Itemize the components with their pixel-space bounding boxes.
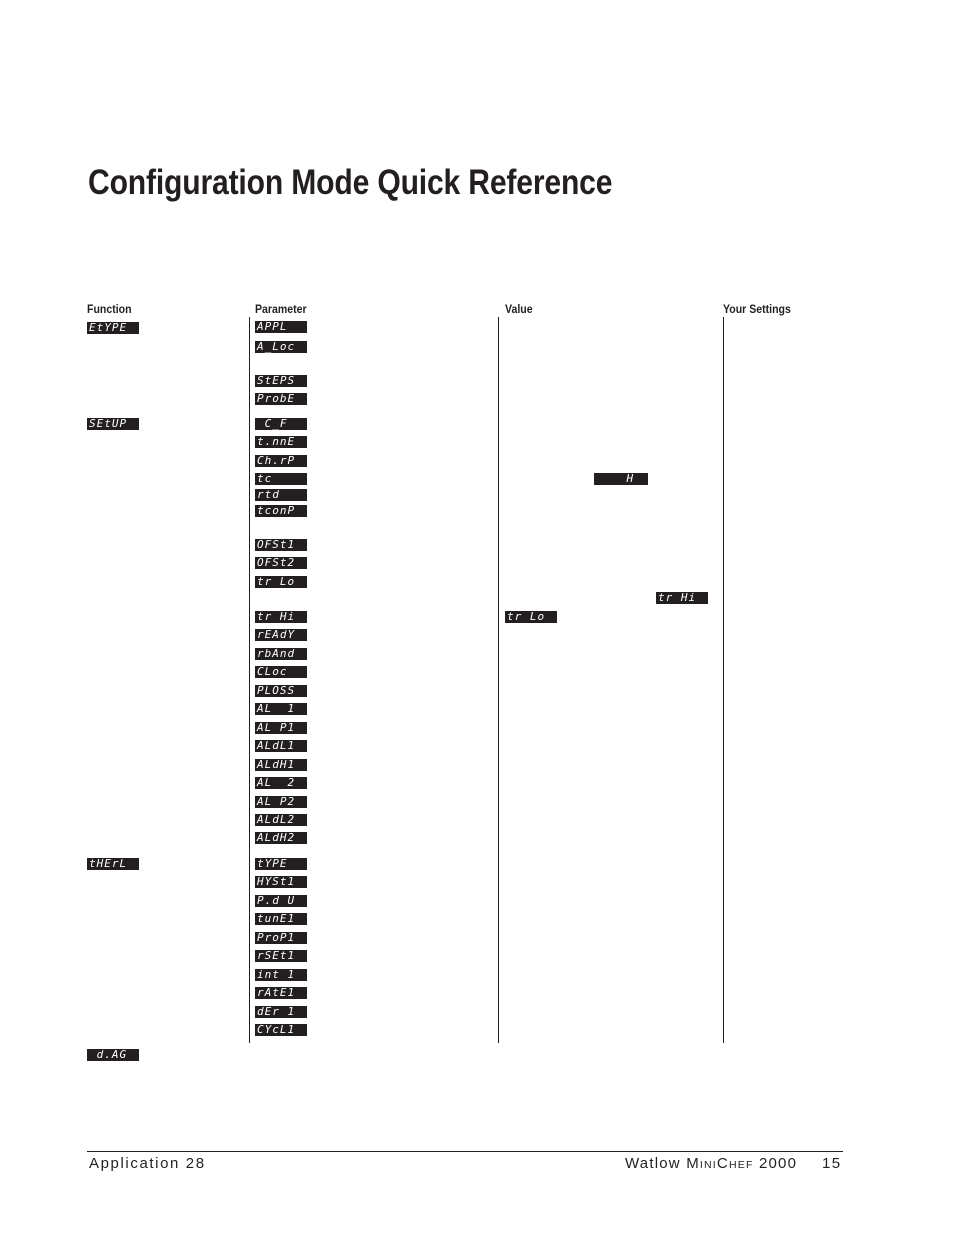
parameter-lcd-rate1: rAtE1: [255, 987, 307, 999]
parameter-lcd-ofst2: OFSt2: [255, 557, 307, 569]
parameter-lcd-al2: AL 2: [255, 777, 307, 789]
parameter-lcd-cloc: CLoc: [255, 666, 307, 678]
parameter-lcd-tc: tc: [255, 473, 307, 485]
footer-product: Watlow MINICHEF 2000: [625, 1155, 798, 1172]
parameter-lcd-pid-u: P.d U: [255, 895, 307, 907]
parameter-lcd-int1: int 1: [255, 969, 307, 981]
parameter-lcd-al1: AL 1: [255, 703, 307, 715]
parameter-lcd-probe: ProbE: [255, 393, 307, 405]
parameter-lcd-alp1: AL P1: [255, 722, 307, 734]
parameter-lcd-ofst1: OFSt1: [255, 539, 307, 551]
parameter-lcd-aldh2: ALdH2: [255, 832, 307, 844]
parameter-column-header: Parameter: [255, 302, 307, 316]
function-lcd-therl: tHErL: [87, 858, 139, 870]
parameter-lcd-rband: rbAnd: [255, 648, 307, 660]
parameter-lcd-type: tYPE: [255, 858, 307, 870]
value-lcd-tc-h: H: [594, 473, 648, 485]
parameter-lcd-ploss: PLOSS: [255, 685, 307, 697]
parameter-lcd-rset1: rSEt1: [255, 950, 307, 962]
parameter-lcd-aldl1: ALdL1: [255, 740, 307, 752]
footer-rule: [87, 1151, 843, 1152]
parameter-lcd-time: t.nnE: [255, 436, 307, 448]
parameter-lcd-aldh1: ALdH1: [255, 759, 307, 771]
value-lcd-tr-lo: tr Lo: [505, 611, 557, 623]
function-lcd-diag: d.AG: [87, 1049, 139, 1061]
parameter-lcd-prop1: ProP1: [255, 932, 307, 944]
value-column-rule: [498, 317, 499, 1043]
parameter-lcd-ready: rEAdY: [255, 629, 307, 641]
settings-column-header: Your Settings: [723, 302, 791, 316]
parameter-lcd-tune1: tunE1: [255, 913, 307, 925]
function-column-header: Function: [87, 302, 132, 316]
parameter-lcd-hyst1: HYSt1: [255, 876, 307, 888]
parameter-lcd-alp2: AL P2: [255, 796, 307, 808]
parameter-lcd-rtd: rtd: [255, 489, 307, 501]
function-lcd-setup: SEtUP: [87, 418, 139, 430]
parameter-lcd-chirp: Ch.rP: [255, 455, 307, 467]
parameter-lcd-appl: APPL: [255, 321, 307, 333]
parameter-column-rule: [249, 317, 250, 1043]
page-number: 15: [822, 1155, 842, 1172]
page-title: Configuration Mode Quick Reference: [88, 163, 613, 202]
value-lcd-tr-hi: tr Hi: [656, 592, 708, 604]
parameter-lcd-a-loc: A_Loc: [255, 341, 307, 353]
parameter-lcd-tconp: tconP: [255, 505, 307, 517]
parameter-lcd-steps: StEPS: [255, 375, 307, 387]
parameter-lcd-tr-hi: tr Hi: [255, 611, 307, 623]
settings-column-rule: [723, 317, 724, 1043]
function-lcd-etype: EtYPE: [87, 322, 139, 334]
footer-section: Application 28: [89, 1155, 206, 1172]
parameter-lcd-tr-lo: tr Lo: [255, 576, 307, 588]
value-column-header: Value: [505, 302, 533, 316]
parameter-lcd-aldl2: ALdL2: [255, 814, 307, 826]
parameter-lcd-der1: dEr 1: [255, 1006, 307, 1018]
parameter-lcd-c-f: C_F: [255, 418, 307, 430]
parameter-lcd-cycl1: CYcL1: [255, 1024, 307, 1036]
